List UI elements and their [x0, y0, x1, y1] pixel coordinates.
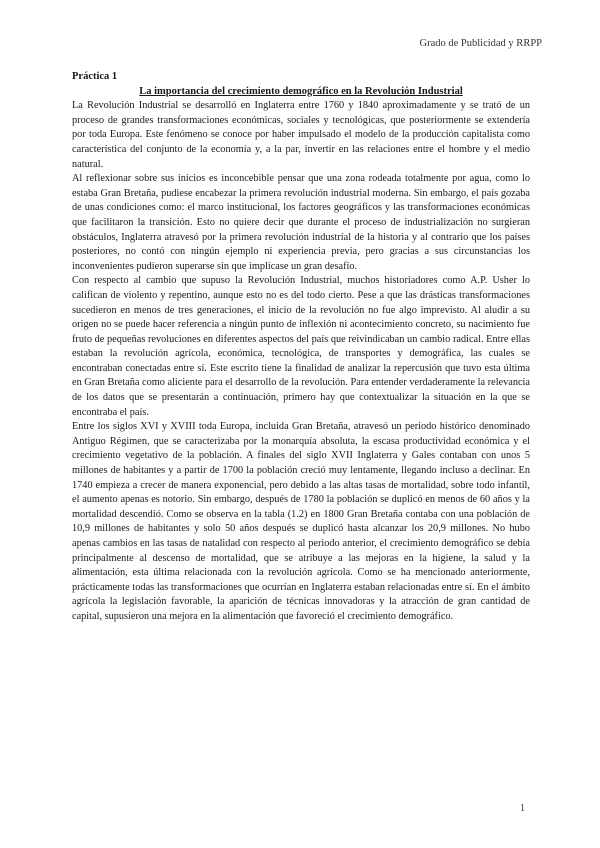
paragraph-2: Al reflexionar sobre sus inicios es inconcebible pensar que una zona rodeada totalmente por agua, como lo estaba Gran Bretaña, pudiese encabezar la primera revolución industrial moderna. Sin embargo, el país gozaba de unas condiciones como: el marco institucional, los factores geográficos y las transformaciones económicas que facilitaron la transición. Esto no quiere decir que durante el proceso de industrialización no surgieran obstáculos, Inglaterra atravesó por la primera revolución industrial de la historia y al contrario que los países posteriores, no contó con ningún ejemplo ni experiencia previa, pero gracias a sus circunstancias los inconvenientes pudieron superarse sin que implicase un gran desafío.: [72, 173, 530, 272]
paragraph-3: Con respecto al cambio que supuso la Revolución Industrial, muchos historiadores como A.P. Usher lo califican de violento y repentino, aunque esto no es del todo cierto. Pese a que las drásticas transformaciones sucedieron en menos de tres generaciones, el inicio de la revolución no fue algo imprevisto. Al aludir a su origen no se puede hacer referencia a ningún punto de inflexión ni acontecimiento concreto, su nacimiento fue fruto de pequeñas revoluciones en diferentes aspectos del país que reivindicaban un cambio radical. Entre ellas estaban la revolución agrícola, económica, tecnológica, de transportes y demográfica, las cuales se encontraban conectadas entre sí. Este escrito tiene la finalidad de analizar la repercusión que tuvo esta última en Gran Bretaña como aliciente para el desarrollo de la revolución. Para entender verdaderamente la relevancia de los datos que se presentarán a continuación, primero hay que contextualizar la situación en la que se encontraba el país.: [72, 275, 530, 418]
document-title: La importancia del crecimiento demográfico en la Revolución Industrial: [139, 85, 463, 97]
paragraph-4: Entre los siglos XVI y XVIII toda Europa, incluida Gran Bretaña, atravesó un periodo histórico denominado Antiguo Régimen, que se caracterizaba por la monarquía absoluta, la escasa productividad económica y el crecimiento vegetativo de la población. A finales del siglo XVII Inglaterra y Gales contaban con unos 5 millones de habitantes y a partir de 1700 la población creció muy lentamente, llegando incluso a declinar. En 1740 empieza a crecer de manera exponencial, pero debido a las altas tasas de mortalidad, sobre todo infantil, el aumento apenas es notorio. Sin embargo, después de 1780 la población se duplicó en menos de 60 años y la mortalidad descendió. Como se observa en la tabla (1.2) en 1800 Gran Bretaña contaba con una población de 10,9 millones de habitantes y solo 50 años después se duplicó hasta alcanzar los 20,9 millones. No hubo apenas cambios en las tasas de natalidad con respecto al periodo anterior, el crecimiento demográfico se debía principalmente al descenso de mortalidad, que se atribuye a las mejoras en la higiene, la salud y la alimentación, esta última relacionada con la revolución agrícola. Como se ha mencionado anteriormente, prácticamente todas las transformaciones que ocurrían en Inglaterra estaban relacionadas entre sí. En el ámbito agrícola la legislación favorable, la aparición de técnicas innovadoras y la atracción de gran cantidad de capital, supusieron una mejora en la alimentación que favoreció el crecimiento demográfico.: [72, 421, 530, 622]
page-number: 1: [520, 803, 525, 814]
practice-label: Práctica 1: [72, 71, 118, 82]
paragraph-1: La Revolución Industrial se desarrolló en Inglaterra entre 1760 y 1840 aproximadamente y se trató de un proceso de grandes transformaciones económicas, sociales y tecnológicas, que posteriormente se extendería por toda Europa. Este fenómeno se conoce por haber impulsado el modelo de la producción capitalista como característica del conjunto de la economía y, a la par, invertir en las relaciones entre el hombre y el medio natural.: [72, 100, 530, 170]
course-header: Grado de Publicidad y RRPP: [419, 38, 542, 49]
document-body: [72, 70, 530, 625]
